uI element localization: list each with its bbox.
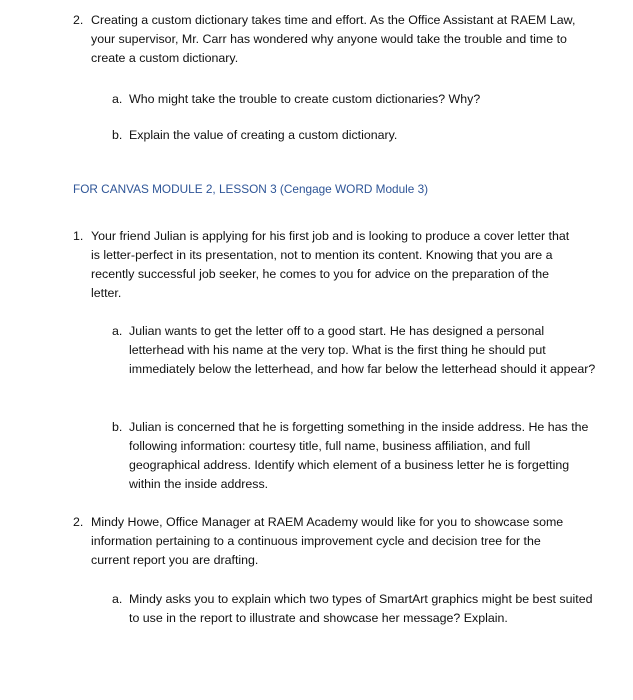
part-text: Julian is concerned that he is forgetting something in the inside address. He has the following information: courtesy title, full name, business affiliation, and full geographical address. Identify which element of a business letter he is forgetting within the inside address. [129,420,589,491]
part-text: Who might take the trouble to create custom dictionaries? Why? [129,92,481,106]
part-letter: b. [112,128,123,142]
question-2-part-a-smartart [112,590,594,628]
question-number: 2. [73,515,84,529]
question-text: Mindy Howe, Office Manager at RAEM Academy would like for you to showcase some information pertaining to a continuous improvement cycle and decision tree for the current report you are drafting. [91,515,564,567]
question-text: Creating a custom dictionary takes time and effort. As the Office Assistant at RAEM Law, your supervisor, Mr. Carr has wondered why anyone would take the trouble and time to create a custom dictionary. [91,13,576,65]
question-1-part-a [112,322,599,379]
part-letter: b. [112,420,123,434]
question-number: 2. [73,13,84,27]
part-text: Explain the value of creating a custom dictionary. [129,128,398,142]
question-2-dictionary [73,11,591,68]
part-text: Mindy asks you to explain which two types of SmartArt graphics might be best suited to use in the report to illustrate and showcase her message? Explain. [129,592,593,625]
part-letter: a. [112,324,123,338]
question-number: 1. [73,229,84,243]
section-heading: FOR CANVAS MODULE 2, LESSON 3 (Cengage WORD Module 3) [73,182,429,196]
question-2-smartart [73,513,581,570]
part-text: Julian wants to get the letter off to a good start. He has designed a personal letterhead with his name at the very top. What is the first thing he should put immediately below the letterhead, and how far below the letterhead should it appear? [129,324,596,376]
question-text: Your friend Julian is applying for his first job and is looking to produce a cover letter that is letter-perfect in its presentation, not to mention its content. Knowing that you are a recently successful job seeker, he comes to you for advice on the preparation of the letter. [91,229,570,300]
part-letter: a. [112,92,123,106]
question-1-cover-letter [73,227,581,303]
part-letter: a. [112,592,123,606]
question-2-part-b [112,126,599,145]
question-1-part-b [112,418,599,494]
question-2-part-a [112,90,599,109]
